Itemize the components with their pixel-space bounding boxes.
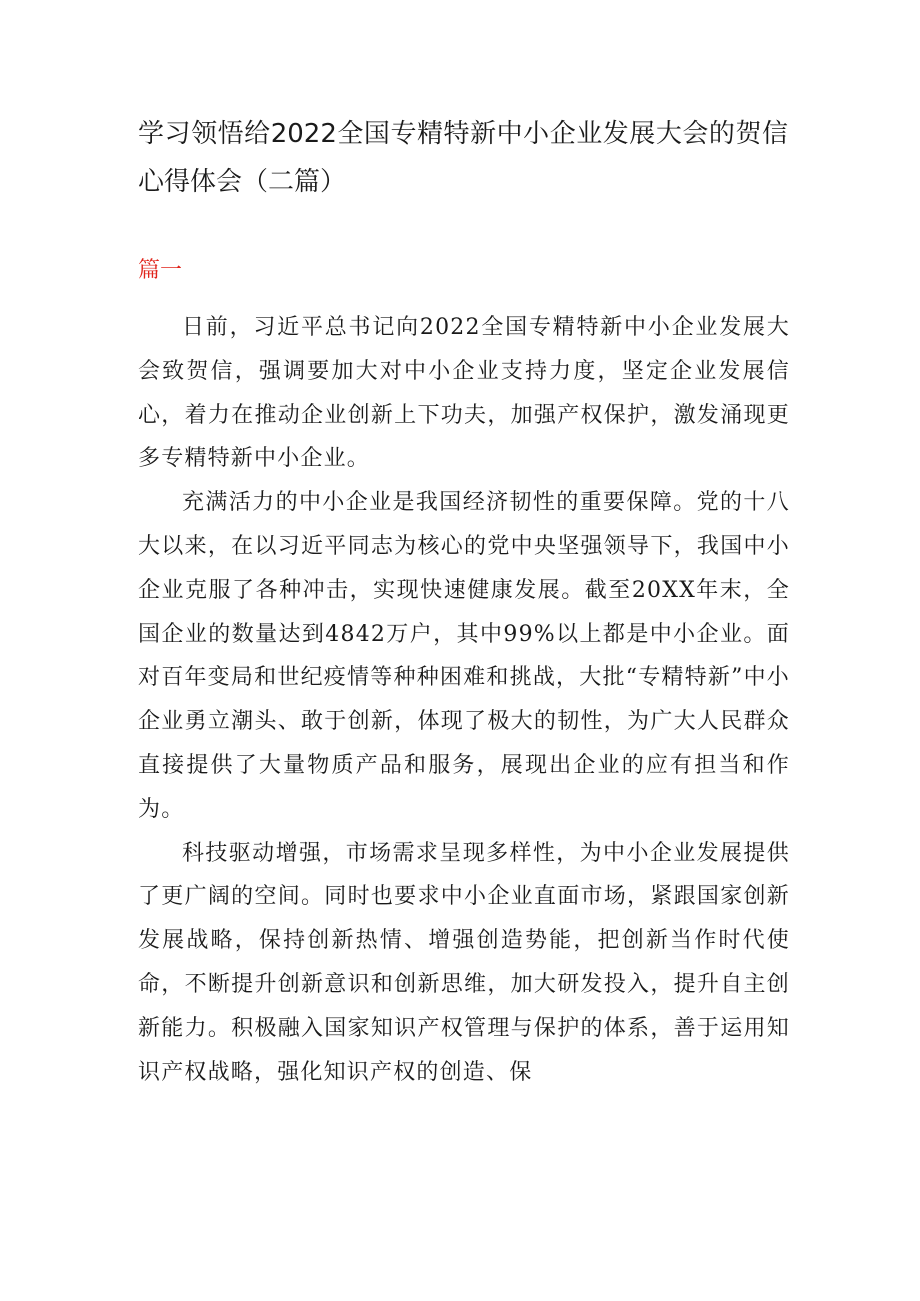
paragraph: 充满活力的中小企业是我国经济韧性的重要保障。党的十八大以来，在以习近平同志为核心的党中央坚强领导下，我国中小企业克服了各种冲击，实现快速健康发展。截至20XX年末，全国企业的数量达到4842万户，其中99%以上都是中小企业。面对百年变局和世纪疫情等种种困难和挑战，大批“专精特新”中小企业勇立潮头、敢于创新，体现了极大的韧性，为广大人民群众直接提供了大量物质产品和服务，展现出企业的应有担当和作为。	[138, 490, 790, 822]
paragraph: 科技驱动增强，市场需求呈现多样性，为中小企业发展提供了更广阔的空间。同时也要求中小企业直面市场，紧跟国家创新发展战略，保持创新热情、增强创造势能，把创新当作时代使命，不断提升创新意识和创新思维，加大研发投入，提升自主创新能力。积极融入国家知识产权管理与保护的体系，善于运用知识产权战略，强化知识产权的创造、保	[138, 840, 790, 1085]
section-heading: 篇一	[138, 258, 183, 283]
paragraph: 日前，习近平总书记向2022全国专精特新中小企业发展大会致贺信，强调要加大对中小企业支持力度，坚定企业发展信心，着力在推动企业创新上下功夫，加强产权保护，激发涌现更多专精特新中小企业。	[138, 315, 790, 472]
document-title: 学习领悟给2022全国专精特新中小企业发展大会的贺信心得体会（二篇）	[138, 119, 788, 197]
document-body	[138, 306, 790, 1094]
